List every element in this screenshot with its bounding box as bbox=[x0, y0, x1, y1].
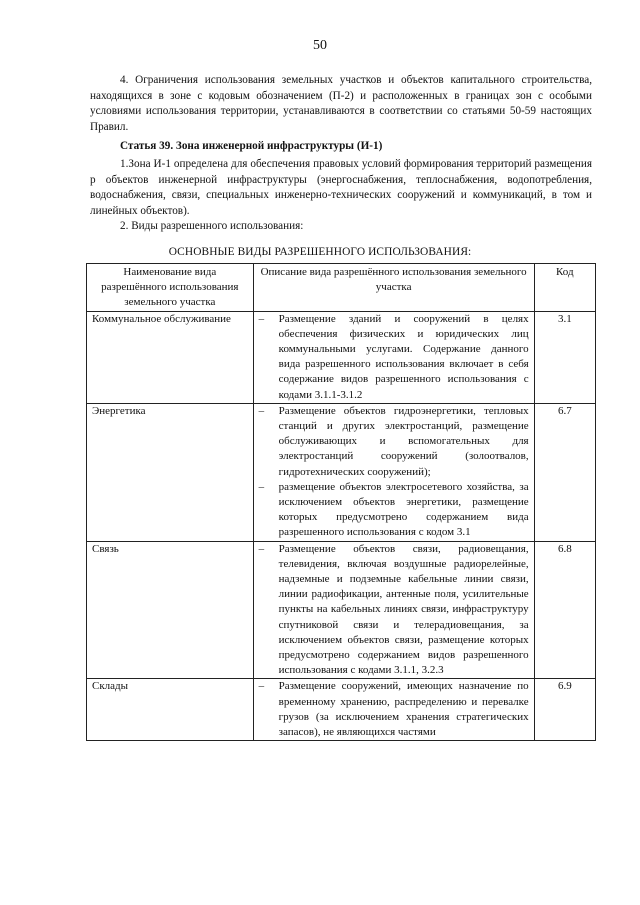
description-item bbox=[259, 312, 529, 403]
table-row bbox=[87, 311, 596, 403]
description-item bbox=[259, 480, 529, 541]
article-title: Статья 39. Зона инженерной инфраструктуры (И-1) bbox=[120, 140, 383, 152]
permitted-uses-table bbox=[86, 263, 596, 741]
table-row bbox=[87, 679, 596, 741]
description-text: Размещение объектов связи, радиовещания, телевидения, включая воздушные радиорелейные, надземные и подземные кабельные линии связи, линии радиофикации, антенные поля, усилительные пункты на кабельных линиях связи, инфраструктуру спутниковой связи и телерадиовещания, за исключением объектов связи, размещение которых предусмотрено содержанием видов разрешенного использования с кодами 3.1.1, 3.2.3 bbox=[278, 542, 529, 677]
description-text: размещение объектов электросетевого хозяйства, за исключением объектов энергетики, размещение которых предусмотрено содержанием вида разрешенного использования с кодом 3.1 bbox=[278, 480, 529, 539]
row-name: Коммунальное обслуживание bbox=[87, 311, 254, 403]
row-description bbox=[253, 311, 534, 403]
dash-marker: – bbox=[258, 404, 265, 417]
row-description bbox=[253, 541, 534, 679]
row-description bbox=[253, 679, 534, 741]
row-code: 6.8 bbox=[534, 541, 595, 679]
header-description: Описание вида разрешённого использования земельного участка bbox=[253, 264, 534, 312]
page-bottom-margin bbox=[0, 841, 640, 905]
description-text: Размещение зданий и сооружений в целях обеспечения физических и юридических лиц коммунальными услугами. Содержание данного вида разрешенного использования включает в себя содержание видов разрешенного использования с кодами 3.1.1-3.1.2 bbox=[278, 312, 529, 401]
header-code: Код bbox=[534, 264, 595, 312]
dash-marker: – bbox=[258, 312, 265, 325]
row-name: Энергетика bbox=[87, 403, 254, 541]
section-heading: ОСНОВНЫЕ ВИДЫ РАЗРЕШЕННОГО ИСПОЛЬЗОВАНИЯ: bbox=[168, 246, 472, 258]
header-name: Наименование вида разрешённого использования земельного участка bbox=[87, 264, 254, 312]
paragraph-restrictions: 4. Ограничения использования земельных участков и объектов капитального строительства, находящихся в зоне с кодовым обозначением (П-2) и расположенных в границах зон с особыми условиями использования территории, устанавливаются в соответствии со статьями 50-59 настоящих Правил. bbox=[90, 74, 592, 133]
table-row bbox=[87, 541, 596, 679]
description-item bbox=[259, 679, 529, 740]
row-code: 6.7 bbox=[534, 403, 595, 541]
paragraph-zone-definition: 1.Зона И-1 определена для обеспечения правовых условий формирования территорий размещения р объектов инженерной инфраструктуры (энергоснабжения, теплоснабжения, водопотребления, водоснабжения, связи, специальных инженерно-технических сооружений и коммуникаций, в том и линейных объектов). bbox=[90, 158, 592, 217]
description-text: Размещение сооружений, имеющих назначение по временному хранению, распределению и перевалке грузов (за исключением хранения стратегических запасов), не являющихся частями bbox=[278, 680, 529, 739]
row-name: Склады bbox=[87, 679, 254, 741]
table-row bbox=[87, 403, 596, 541]
row-name: Связь bbox=[87, 541, 254, 679]
description-text: Размещение объектов гидроэнергетики, тепловых станций и других электростанций, размещение обслуживающих и вспомогательных для электростанций сооружений (золоотвалов, гидротехнических сооружений); bbox=[278, 404, 529, 478]
row-description bbox=[253, 403, 534, 541]
description-item bbox=[259, 542, 529, 679]
paragraph-permitted-uses: 2. Виды разрешенного использования: bbox=[120, 220, 304, 232]
description-item bbox=[259, 404, 529, 480]
dash-marker: – bbox=[258, 542, 265, 555]
row-code: 6.9 bbox=[534, 679, 595, 741]
dash-marker: – bbox=[258, 680, 265, 693]
row-code: 3.1 bbox=[534, 311, 595, 403]
dash-marker: – bbox=[258, 480, 265, 493]
page-number: 50 bbox=[313, 38, 327, 53]
table-header-row bbox=[87, 264, 596, 312]
